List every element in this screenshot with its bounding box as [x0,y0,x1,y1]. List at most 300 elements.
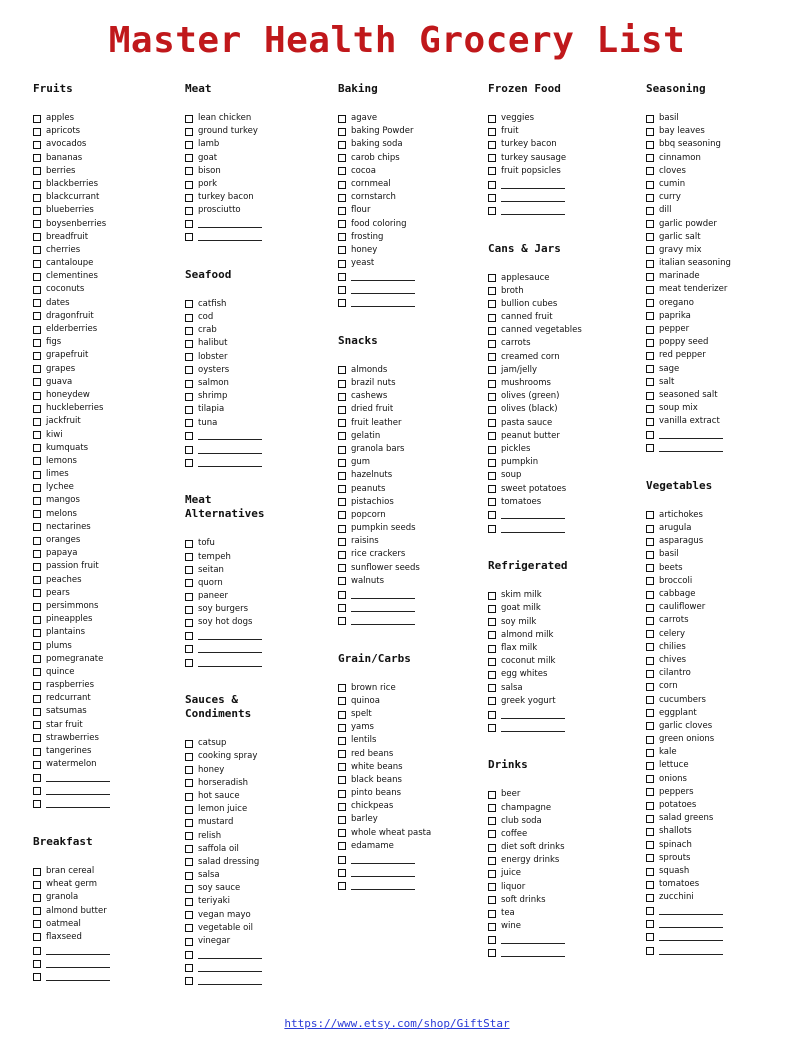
checkbox[interactable] [488,115,496,123]
checkbox[interactable] [646,352,654,360]
blank-write-in-line[interactable] [351,869,415,877]
checkbox[interactable] [338,154,346,162]
checkbox[interactable] [33,154,41,162]
checkbox[interactable] [185,406,193,414]
blank-write-in-line[interactable] [351,856,415,864]
checkbox[interactable] [646,933,654,941]
checkbox[interactable] [488,167,496,175]
checkbox[interactable] [33,629,41,637]
checkbox[interactable] [338,577,346,585]
checkbox[interactable] [185,579,193,587]
blank-write-in-line[interactable] [46,947,110,955]
checkbox[interactable] [488,353,496,361]
checkbox[interactable] [33,457,41,465]
checkbox[interactable] [646,788,654,796]
checkbox[interactable] [185,233,193,241]
checkbox[interactable] [33,933,41,941]
blank-write-in-line[interactable] [659,444,723,452]
checkbox[interactable] [185,154,193,162]
blank-write-in-line[interactable] [198,977,262,985]
checkbox[interactable] [646,431,654,439]
checkbox[interactable] [488,511,496,519]
checkbox[interactable] [488,154,496,162]
checkbox[interactable] [646,273,654,281]
blank-write-in-line[interactable] [351,591,415,599]
checkbox[interactable] [185,380,193,388]
blank-write-in-line[interactable] [501,511,565,519]
checkbox[interactable] [33,973,41,981]
checkbox[interactable] [185,553,193,561]
checkbox[interactable] [646,828,654,836]
checkbox[interactable] [33,800,41,808]
checkbox[interactable] [185,632,193,640]
checkbox[interactable] [488,592,496,600]
checkbox[interactable] [338,737,346,745]
checkbox[interactable] [488,791,496,799]
checkbox[interactable] [33,523,41,531]
checkbox[interactable] [33,603,41,611]
checkbox[interactable] [33,894,41,902]
checkbox[interactable] [488,485,496,493]
checkbox[interactable] [646,392,654,400]
checkbox[interactable] [488,340,496,348]
checkbox[interactable] [338,750,346,758]
blank-write-in-line[interactable] [198,659,262,667]
checkbox[interactable] [488,711,496,719]
checkbox[interactable] [646,181,654,189]
checkbox[interactable] [185,645,193,653]
blank-write-in-line[interactable] [198,645,262,653]
checkbox[interactable] [338,551,346,559]
checkbox[interactable] [338,829,346,837]
checkbox[interactable] [185,566,193,574]
checkbox[interactable] [185,964,193,972]
checkbox[interactable] [338,115,346,123]
checkbox[interactable] [33,405,41,413]
checkbox[interactable] [646,643,654,651]
checkbox[interactable] [33,668,41,676]
checkbox[interactable] [338,419,346,427]
checkbox[interactable] [488,830,496,838]
checkbox[interactable] [33,286,41,294]
checkbox[interactable] [185,872,193,880]
checkbox[interactable] [338,684,346,692]
checkbox[interactable] [488,141,496,149]
blank-write-in-line[interactable] [351,617,415,625]
checkbox[interactable] [338,194,346,202]
checkbox[interactable] [488,844,496,852]
blank-write-in-line[interactable] [46,774,110,782]
checkbox[interactable] [33,881,41,889]
checkbox[interactable] [488,804,496,812]
checkbox[interactable] [488,128,496,136]
checkbox[interactable] [338,697,346,705]
blank-write-in-line[interactable] [501,525,565,533]
checkbox[interactable] [33,207,41,215]
checkbox[interactable] [338,472,346,480]
blank-write-in-line[interactable] [659,933,723,941]
checkbox[interactable] [33,471,41,479]
checkbox[interactable] [338,525,346,533]
checkbox[interactable] [338,167,346,175]
checkbox[interactable] [338,882,346,890]
checkbox[interactable] [646,802,654,810]
checkbox[interactable] [185,432,193,440]
checkbox[interactable] [488,432,496,440]
checkbox[interactable] [33,431,41,439]
checkbox[interactable] [646,775,654,783]
checkbox[interactable] [185,314,193,322]
checkbox[interactable] [185,207,193,215]
checkbox[interactable] [646,260,654,268]
checkbox[interactable] [646,577,654,585]
checkbox[interactable] [33,115,41,123]
checkbox[interactable] [646,444,654,452]
checkbox[interactable] [488,949,496,957]
blank-write-in-line[interactable] [351,604,415,612]
checkbox[interactable] [185,459,193,467]
blank-write-in-line[interactable] [198,632,262,640]
checkbox[interactable] [646,696,654,704]
checkbox[interactable] [488,724,496,732]
checkbox[interactable] [33,655,41,663]
checkbox[interactable] [33,616,41,624]
checkbox[interactable] [338,273,346,281]
blank-write-in-line[interactable] [198,233,262,241]
checkbox[interactable] [33,734,41,742]
checkbox[interactable] [33,220,41,228]
checkbox[interactable] [646,207,654,215]
checkbox[interactable] [185,115,193,123]
checkbox[interactable] [488,671,496,679]
checkbox[interactable] [185,181,193,189]
checkbox[interactable] [338,498,346,506]
checkbox[interactable] [646,220,654,228]
checkbox[interactable] [338,856,346,864]
checkbox[interactable] [185,593,193,601]
checkbox[interactable] [488,936,496,944]
checkbox[interactable] [338,511,346,519]
checkbox[interactable] [185,832,193,840]
checkbox[interactable] [646,881,654,889]
checkbox[interactable] [646,154,654,162]
checkbox[interactable] [646,657,654,665]
checkbox[interactable] [646,299,654,307]
blank-write-in-line[interactable] [351,299,415,307]
checkbox[interactable] [33,947,41,955]
checkbox[interactable] [33,339,41,347]
checkbox[interactable] [338,604,346,612]
checkbox[interactable] [185,167,193,175]
checkbox[interactable] [33,960,41,968]
checkbox[interactable] [338,393,346,401]
blank-write-in-line[interactable] [351,273,415,281]
checkbox[interactable] [185,938,193,946]
checkbox[interactable] [646,418,654,426]
checkbox[interactable] [185,446,193,454]
checkbox[interactable] [646,511,654,519]
checkbox[interactable] [338,141,346,149]
checkbox[interactable] [646,630,654,638]
checkbox[interactable] [33,299,41,307]
checkbox[interactable] [646,841,654,849]
blank-write-in-line[interactable] [501,181,565,189]
checkbox[interactable] [338,724,346,732]
blank-write-in-line[interactable] [46,800,110,808]
checkbox[interactable] [185,353,193,361]
checkbox[interactable] [338,406,346,414]
checkbox[interactable] [646,115,654,123]
checkbox[interactable] [646,141,654,149]
checkbox[interactable] [185,845,193,853]
checkbox[interactable] [338,181,346,189]
checkbox[interactable] [185,740,193,748]
blank-write-in-line[interactable] [659,920,723,928]
checkbox[interactable] [33,642,41,650]
blank-write-in-line[interactable] [198,446,262,454]
checkbox[interactable] [488,472,496,480]
checkbox[interactable] [185,911,193,919]
checkbox[interactable] [646,947,654,955]
checkbox[interactable] [646,722,654,730]
shop-link[interactable]: https://www.etsy.com/shop/GiftStar [284,1017,510,1030]
blank-write-in-line[interactable] [198,432,262,440]
checkbox[interactable] [185,793,193,801]
blank-write-in-line[interactable] [351,286,415,294]
checkbox[interactable] [33,576,41,584]
checkbox[interactable] [33,378,41,386]
checkbox[interactable] [33,682,41,690]
checkbox[interactable] [33,537,41,545]
checkbox[interactable] [338,869,346,877]
checkbox[interactable] [338,591,346,599]
checkbox[interactable] [33,352,41,360]
checkbox[interactable] [338,128,346,136]
checkbox[interactable] [338,220,346,228]
checkbox[interactable] [488,684,496,692]
checkbox[interactable] [185,300,193,308]
blank-write-in-line[interactable] [501,207,565,215]
checkbox[interactable] [488,870,496,878]
checkbox[interactable] [185,194,193,202]
checkbox[interactable] [646,194,654,202]
checkbox[interactable] [185,327,193,335]
checkbox[interactable] [646,551,654,559]
checkbox[interactable] [185,977,193,985]
checkbox[interactable] [646,167,654,175]
checkbox[interactable] [185,659,193,667]
checkbox[interactable] [185,340,193,348]
checkbox[interactable] [646,286,654,294]
checkbox[interactable] [488,910,496,918]
blank-write-in-line[interactable] [351,882,415,890]
checkbox[interactable] [338,246,346,254]
checkbox[interactable] [646,525,654,533]
checkbox[interactable] [488,525,496,533]
checkbox[interactable] [33,761,41,769]
checkbox[interactable] [185,819,193,827]
checkbox[interactable] [488,274,496,282]
checkbox[interactable] [33,695,41,703]
checkbox[interactable] [33,920,41,928]
checkbox[interactable] [646,326,654,334]
checkbox[interactable] [33,721,41,729]
checkbox[interactable] [33,260,41,268]
blank-write-in-line[interactable] [659,907,723,915]
checkbox[interactable] [646,339,654,347]
checkbox[interactable] [646,907,654,915]
checkbox[interactable] [33,312,41,320]
checkbox[interactable] [488,658,496,666]
checkbox[interactable] [185,885,193,893]
checkbox[interactable] [488,618,496,626]
checkbox[interactable] [646,128,654,136]
checkbox[interactable] [338,485,346,493]
checkbox[interactable] [33,181,41,189]
checkbox[interactable] [488,896,496,904]
checkbox[interactable] [33,418,41,426]
checkbox[interactable] [646,591,654,599]
checkbox[interactable] [338,233,346,241]
checkbox[interactable] [646,312,654,320]
checkbox[interactable] [488,327,496,335]
checkbox[interactable] [185,619,193,627]
checkbox[interactable] [33,444,41,452]
checkbox[interactable] [185,806,193,814]
checkbox[interactable] [338,564,346,572]
checkbox[interactable] [338,711,346,719]
checkbox[interactable] [646,246,654,254]
checkbox[interactable] [646,564,654,572]
checkbox[interactable] [338,790,346,798]
checkbox[interactable] [488,406,496,414]
checkbox[interactable] [338,260,346,268]
blank-write-in-line[interactable] [198,951,262,959]
checkbox[interactable] [488,605,496,613]
checkbox[interactable] [488,857,496,865]
blank-write-in-line[interactable] [198,459,262,467]
checkbox[interactable] [33,233,41,241]
checkbox[interactable] [33,748,41,756]
checkbox[interactable] [488,380,496,388]
checkbox[interactable] [488,817,496,825]
checkbox[interactable] [33,868,41,876]
checkbox[interactable] [488,459,496,467]
checkbox[interactable] [185,540,193,548]
checkbox[interactable] [338,207,346,215]
checkbox[interactable] [338,380,346,388]
blank-write-in-line[interactable] [501,949,565,957]
checkbox[interactable] [33,589,41,597]
checkbox[interactable] [185,220,193,228]
checkbox[interactable] [338,366,346,374]
checkbox[interactable] [33,194,41,202]
checkbox[interactable] [646,762,654,770]
checkbox[interactable] [338,617,346,625]
checkbox[interactable] [185,858,193,866]
checkbox[interactable] [488,314,496,322]
checkbox[interactable] [488,366,496,374]
checkbox[interactable] [338,446,346,454]
checkbox[interactable] [33,141,41,149]
blank-write-in-line[interactable] [46,973,110,981]
checkbox[interactable] [33,392,41,400]
checkbox[interactable] [185,951,193,959]
checkbox[interactable] [185,366,193,374]
blank-write-in-line[interactable] [198,964,262,972]
checkbox[interactable] [185,898,193,906]
checkbox[interactable] [185,606,193,614]
checkbox[interactable] [33,563,41,571]
checkbox[interactable] [185,141,193,149]
checkbox[interactable] [646,736,654,744]
checkbox[interactable] [646,538,654,546]
checkbox[interactable] [488,393,496,401]
checkbox[interactable] [33,167,41,175]
checkbox[interactable] [646,815,654,823]
checkbox[interactable] [33,787,41,795]
checkbox[interactable] [338,816,346,824]
checkbox[interactable] [338,803,346,811]
checkbox[interactable] [488,300,496,308]
blank-write-in-line[interactable] [501,194,565,202]
checkbox[interactable] [33,550,41,558]
checkbox[interactable] [185,924,193,932]
checkbox[interactable] [488,498,496,506]
blank-write-in-line[interactable] [501,936,565,944]
checkbox[interactable] [646,920,654,928]
checkbox[interactable] [646,868,654,876]
checkbox[interactable] [646,604,654,612]
checkbox[interactable] [646,670,654,678]
blank-write-in-line[interactable] [46,787,110,795]
checkbox[interactable] [646,378,654,386]
blank-write-in-line[interactable] [501,724,565,732]
checkbox[interactable] [646,749,654,757]
checkbox[interactable] [488,923,496,931]
blank-write-in-line[interactable] [501,711,565,719]
checkbox[interactable] [338,538,346,546]
checkbox[interactable] [33,907,41,915]
blank-write-in-line[interactable] [659,947,723,955]
checkbox[interactable] [185,128,193,136]
checkbox[interactable] [646,709,654,717]
checkbox[interactable] [33,128,41,136]
checkbox[interactable] [338,459,346,467]
checkbox[interactable] [185,779,193,787]
blank-write-in-line[interactable] [46,960,110,968]
checkbox[interactable] [488,194,496,202]
checkbox[interactable] [33,326,41,334]
checkbox[interactable] [185,753,193,761]
checkbox[interactable] [646,617,654,625]
checkbox[interactable] [338,776,346,784]
checkbox[interactable] [338,299,346,307]
checkbox[interactable] [646,683,654,691]
checkbox[interactable] [185,393,193,401]
checkbox[interactable] [488,287,496,295]
checkbox[interactable] [33,273,41,281]
checkbox[interactable] [33,510,41,518]
checkbox[interactable] [338,286,346,294]
checkbox[interactable] [488,181,496,189]
checkbox[interactable] [488,446,496,454]
checkbox[interactable] [33,497,41,505]
checkbox[interactable] [33,774,41,782]
checkbox[interactable] [33,708,41,716]
checkbox[interactable] [338,763,346,771]
checkbox[interactable] [488,883,496,891]
